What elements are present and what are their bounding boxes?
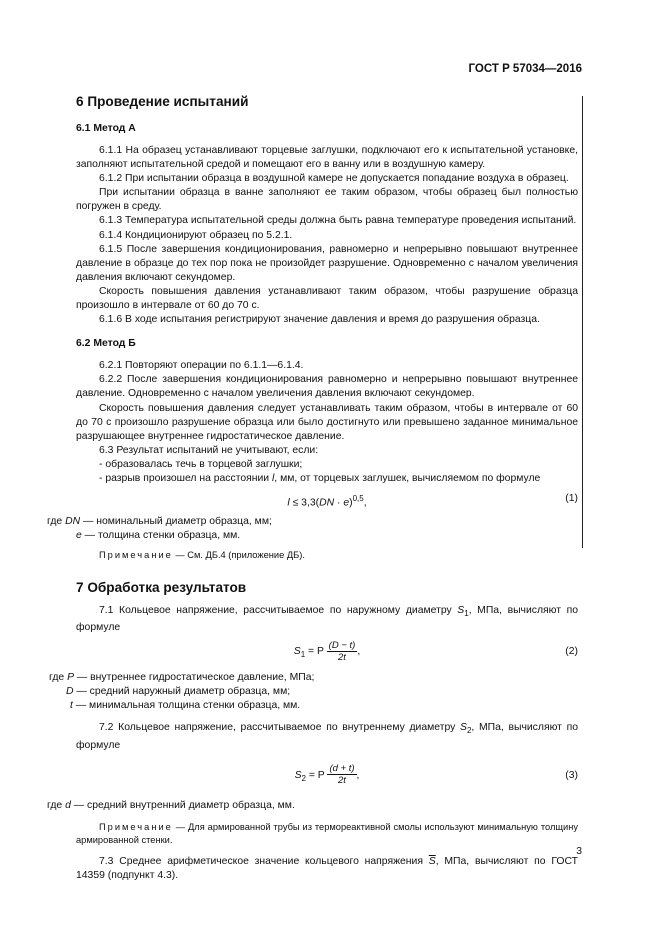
formula-3-number: (3) (565, 769, 578, 781)
where-d-outer: D — средний наружный диаметр образца, мм; (66, 686, 291, 698)
formula-3: $S_2 = P$ $\frac{(d + t)}{2t}$ , (3) (76, 761, 578, 791)
list-item-rupture: - разрыв произошел на расстоянии l, мм, от торцевых заглушек, вычисляемом по формуле (99, 472, 541, 484)
page-number: 3 (576, 846, 582, 857)
margin-rule (582, 96, 583, 548)
section-6-heading: 6 Проведение испытаний (76, 94, 249, 109)
page-content (47, 93, 578, 883)
method-a-heading: 6.1 Метод А (76, 123, 136, 134)
section-7-heading: 7 Обработка результатов (76, 579, 247, 595)
para-6-1-5b: Скорость повышения давления устанавливают таким образом, чтобы разрушение образца произошло в интервале от 60 до 70 с. (76, 285, 578, 312)
para-6-1-2b: При испытании образца в ванне заполняют ее таким образом, чтобы образец был полностью погружен в среду. (76, 187, 578, 213)
formula-1: l ≤ 3,3(DN · e)$^{0,5}$, (1) (287, 493, 578, 509)
para-6-1-5: 6.1.5 После завершения кондиционирования, равномерно и непрерывно повышают внутреннее давление в образце до тех пор пока не произойдет разрушение. Одновременно с началом увеличения давления включают секундомер. (76, 243, 578, 283)
where-t: t — минимальная толщина стенки образца, мм. (70, 700, 301, 712)
para-6-1-3: 6.1.3 Температура испытательной среды должна быть равна температуре проведения испытаний. (99, 215, 577, 227)
where-e: e — толщина стенки образца, мм. (76, 529, 241, 541)
para-6-2-2: 6.2.2 После завершения кондиционирования равномерно и непрерывно повышают внутреннее давление. Одновременно с началом увеличения давления включают секундомер. (76, 374, 578, 400)
formula-1-number: (1) (565, 493, 578, 505)
method-b-heading: 6.2 Метод Б (76, 338, 136, 350)
where-dn: где DN — номинальный диаметр образца, мм; (47, 515, 272, 527)
para-7-2: 7.2 Кольцевое напряжение, рассчитываемое по внутреннему диаметру $S_2$, МПа, вычисляют по формуле (76, 722, 578, 751)
formula-3-fraction: $\frac{(d + t)}{2t}$ (329, 763, 355, 787)
where-p: где P — внутреннее гидростатическое давление, МПа; (49, 672, 315, 684)
para-7-1: 7.1 Кольцевое напряжение, рассчитываемое по наружному диаметру $S_1$, МПа, вычисляют по формуле (76, 604, 578, 633)
para-6-2-1: 6.2.1 Повторяют операции по 6.1.1—6.1.4. (99, 360, 304, 372)
para-6-2-2b: Скорость повышения давления следует устанавливать таким образом, чтобы в интервале от 60 до 70 с произошло разрушение образца или было достигнуто или превышено заданное минимальное разрушающее внутреннее гидростатическое давление. (76, 402, 578, 442)
where-d-inner: где d — средний внутренний диаметр образца, мм. (47, 799, 295, 811)
formula-2: $S_1 = P$ $\frac{(D - t)}{2t}$ , (2) (76, 637, 578, 667)
formula-2-fraction: $\frac{(D - t)}{2t}$ (328, 639, 356, 663)
para-6-1-4: 6.1.4 Кондиционируют образец по 5.2.1. (99, 229, 293, 241)
para-6-1-1: 6.1.1 На образец устанавливают торцевые заглушки, подключают его к испытательной установке, заполняют испытательной средой и помещают его в ванну или в воздушную камеру. (76, 145, 578, 171)
note-6: Примечание — См. ДБ.4 (приложение ДБ). (99, 549, 305, 560)
para-6-3: 6.3 Результат испытаний не учитывают, если: (99, 444, 319, 456)
note-7: Примечание — Для армированной трубы из термореактивной смолы используют минимальную толщину армированной стенки. (76, 821, 578, 845)
para-7-3: 7.3 Среднее арифметическое значение кольцевого напряжения $\overline{S}$, МПа, вычисляют по ГОСТ 14359 (подпункт 4.3). (76, 855, 578, 881)
para-6-1-2: 6.1.2 При испытании образца в воздушной камере не допускается попадание воздуха в образец. (99, 173, 569, 185)
para-6-1-6: 6.1.6 В ходе испытания регистрируют значение давления и время до разрушения образца. (99, 314, 540, 326)
list-item-leak: - образовалась течь в торцевой заглушки; (99, 458, 303, 470)
standard-number: ГОСТ Р 57034—2016 (468, 63, 582, 75)
formula-2-number: (2) (565, 646, 578, 658)
